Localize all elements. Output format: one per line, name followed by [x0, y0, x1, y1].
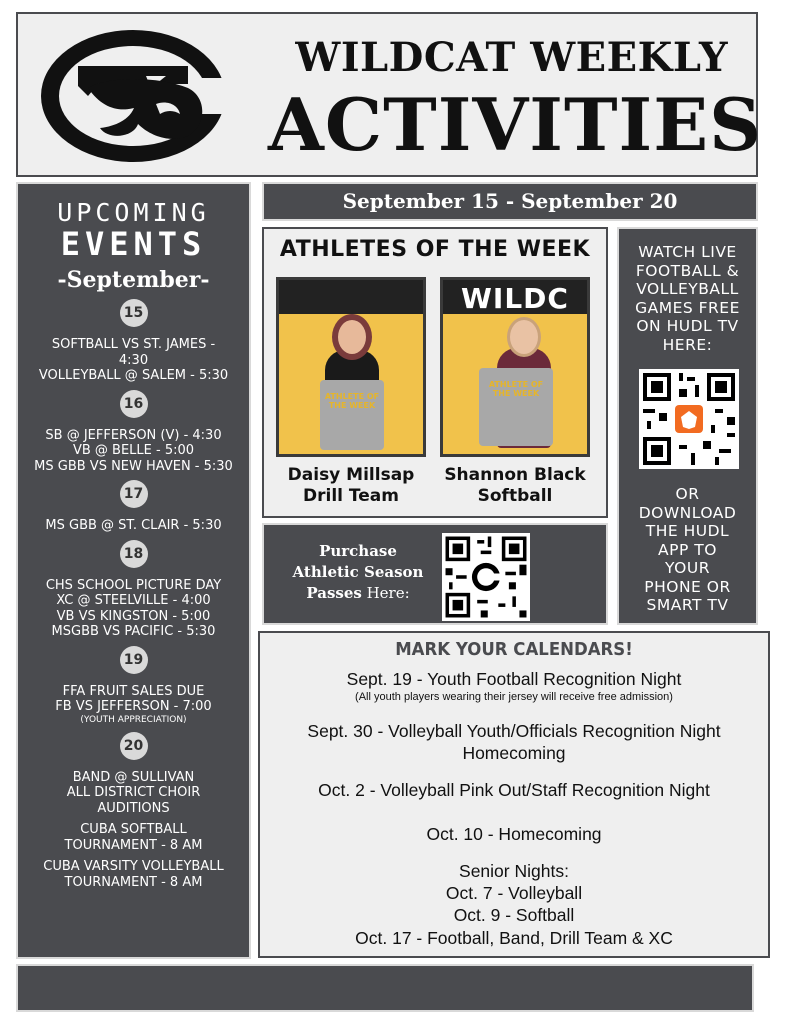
upcoming-events-sidebar — [16, 182, 251, 959]
calendar-item-2-sub: Homecoming — [462, 743, 566, 763]
photo-banner — [279, 280, 423, 314]
athlete-photo-2 — [440, 277, 590, 457]
calendar-item-1: Sept. 19 - Youth Football Recognition Night — [346, 669, 682, 689]
event-line: TOURNAMENT - 8 AM — [64, 874, 203, 890]
calendar-item-2: Sept. 30 - Volleyball Youth/Officials Recognition Night — [307, 721, 721, 741]
senior-night-1: Oct. 7 - Volleyball — [445, 883, 583, 903]
athlete-1-sport: Drill Team — [303, 486, 399, 506]
photo-banner-text: WILDC — [461, 282, 569, 315]
hudl-text-line: WATCH LIVE — [638, 243, 737, 261]
passes-text — [278, 541, 438, 604]
event-line: SOFTBALL VS ST. JAMES - — [51, 337, 216, 352]
event-note: (YOUTH APPRECIATION) — [80, 714, 187, 725]
header-banner — [16, 12, 763, 177]
event-line: MS GBB @ ST. CLAIR - 5:30 — [45, 518, 222, 533]
award-shirt-text: ATHLETE OF THE WEEK — [324, 392, 380, 410]
athlete-1-caption — [266, 465, 436, 507]
date-range-text: September 15 - September 20 — [342, 189, 678, 213]
athletes-title: ATHLETES OF THE WEEK — [279, 237, 591, 262]
day-badge: 18 — [120, 540, 148, 568]
passes-qr-code-icon[interactable] — [442, 533, 530, 621]
passes-line2: Athletic Season — [292, 563, 424, 581]
event-line: CUBA VARSITY VOLLEYBALL — [43, 859, 224, 874]
event-line: SB @ JEFFERSON (V) - 4:30 — [45, 427, 222, 443]
day-badge: 19 — [120, 646, 148, 674]
day-group-20 — [18, 732, 249, 891]
hudl-tv-panel — [617, 227, 758, 625]
sidebar-month: -September- — [57, 267, 210, 293]
header-title-line1: WILDCAT WEEKLY — [295, 34, 728, 81]
hudl-text-line: VOLLEYBALL — [636, 280, 739, 298]
event-line: VOLLEYBALL @ SALEM - 5:30 — [38, 368, 229, 383]
event-line: TOURNAMENT - 8 AM — [64, 837, 203, 853]
hudl-text-line: SMART TV — [646, 596, 729, 614]
passes-line1: Purchase — [319, 542, 397, 560]
event-line: 4:30 — [118, 352, 149, 368]
event-line: FB VS JEFFERSON - 7:00 — [55, 699, 212, 714]
athlete-2-sport: Softball — [477, 486, 553, 506]
hudl-text-line: HERE: — [662, 335, 713, 354]
award-shirt-text: ATHLETE OF THE WEEK — [488, 380, 544, 398]
day-group-19 — [18, 646, 249, 726]
calendar-title: MARK YOUR CALENDARS! — [395, 639, 633, 660]
award-shirt — [320, 380, 384, 450]
athlete-2-caption — [430, 465, 600, 507]
event-line: VB @ BELLE - 5:00 — [72, 443, 195, 458]
athlete-head — [510, 320, 538, 354]
hudl-text-line: APP TO — [658, 540, 717, 559]
athletes-of-the-week-panel — [262, 227, 608, 518]
event-line: CUBA SOFTBALL — [80, 822, 187, 837]
event-line: BAND @ SULLIVAN — [72, 769, 195, 785]
event-line: MS GBB VS NEW HAVEN - 5:30 — [34, 458, 233, 474]
day-badge: 16 — [120, 390, 148, 418]
senior-night-2: Oct. 9 - Softball — [453, 905, 575, 925]
calendar-item-1-note: (All youth players wearing their jersey will receive free admission) — [355, 691, 673, 703]
calendar-item-3: Oct. 2 - Volleyball Pink Out/Staff Recognition Night — [318, 780, 710, 800]
season-passes-panel — [262, 523, 608, 625]
event-line: XC @ STEELVILLE - 4:00 — [56, 593, 211, 608]
hudl-text-line: DOWNLOAD — [638, 503, 737, 522]
hudl-watch-text — [619, 243, 756, 354]
hudl-text-line: PHONE OR — [644, 577, 731, 596]
event-line: MSGBB VS PACIFIC - 5:30 — [51, 624, 216, 639]
sidebar-heading-upcoming: UPCOMING — [57, 198, 210, 227]
senior-nights-title: Senior Nights: — [459, 861, 569, 881]
hudl-text-line: OR — [675, 485, 700, 503]
footer-bar — [16, 964, 754, 1012]
day-group-17 — [18, 480, 249, 534]
award-shirt — [479, 368, 553, 446]
mark-your-calendars-panel — [258, 631, 770, 958]
athlete-1-name: Daisy Millsap — [287, 465, 415, 485]
athlete-photo-1 — [276, 277, 426, 457]
calendar-item-4: Oct. 10 - Homecoming — [426, 824, 602, 844]
hudl-text-line: FOOTBALL & — [635, 261, 740, 280]
athlete-2-name: Shannon Black — [444, 465, 586, 485]
sidebar-heading-events: EVENTS — [60, 225, 207, 263]
day-badge: 15 — [120, 299, 148, 327]
hudl-text-line: ON HUDL TV — [636, 317, 739, 335]
event-line: AUDITIONS — [97, 800, 170, 816]
day-badge: 20 — [120, 732, 148, 760]
day-group-16 — [18, 390, 249, 475]
day-group-18 — [18, 540, 249, 640]
event-line: ALL DISTRICT CHOIR — [66, 785, 201, 800]
header-title-line2: ACTIVITIES — [268, 82, 763, 167]
day-badge: 17 — [120, 480, 148, 508]
date-range-bar — [262, 182, 758, 221]
hudl-text-line: GAMES FREE — [635, 298, 740, 317]
hudl-text-line: YOUR — [665, 559, 710, 577]
hudl-text-line: THE HUDL — [645, 522, 730, 540]
senior-night-3: Oct. 17 - Football, Band, Drill Team & XC — [355, 928, 673, 948]
event-line: FFA FRUIT SALES DUE — [62, 683, 205, 699]
event-line: CHS SCHOOL PICTURE DAY — [45, 577, 222, 593]
hudl-download-text — [619, 485, 756, 615]
passes-line3-rest: Here: — [361, 584, 410, 602]
passes-line3-bold: Passes — [306, 584, 362, 602]
hudl-qr-code-icon[interactable] — [639, 369, 739, 469]
event-line: VB VS KINGSTON - 5:00 — [56, 608, 211, 624]
day-group-15 — [18, 299, 249, 384]
athlete-head — [338, 320, 366, 354]
